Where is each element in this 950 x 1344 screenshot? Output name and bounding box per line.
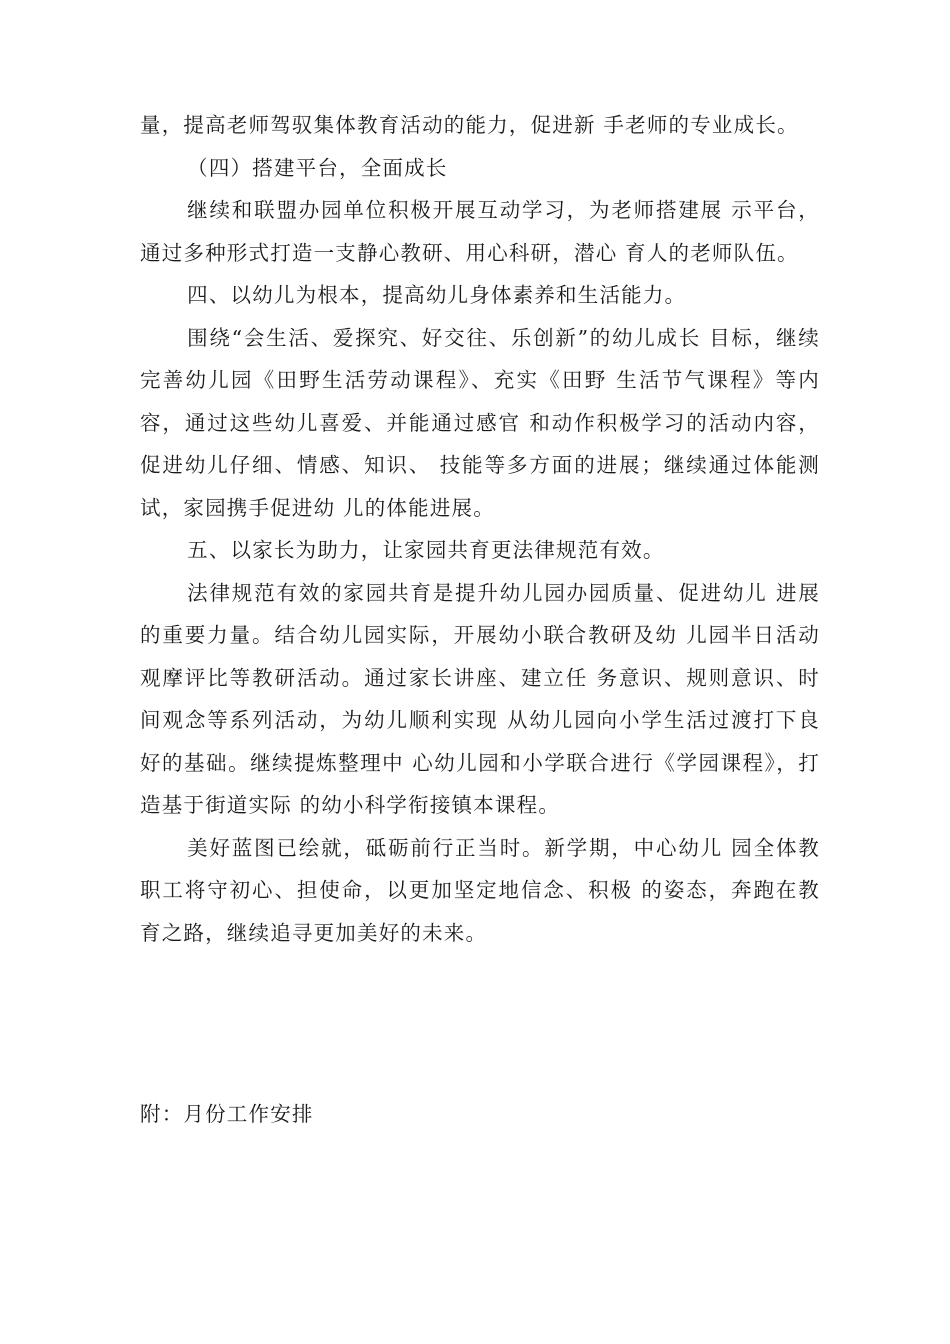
paragraph-children: 围绕“会生活、爱探究、好交往、乐创新”的幼儿成长 目标，继续完善幼儿园《田野生活劳动课程》、充实《田野 生活节气课程》等内容，通过这些幼儿喜爱、并能通过感官 和动作积极学习的活动内容，促进幼儿仔细、情感、知识、 技能等多方面的进展；继续通过体能测试，家园携手促进幼 儿的体能进展。 [140,325,820,520]
appendix-line: 附：月份工作安排 [140,1102,314,1126]
section-heading-parents: 五、以家长为助力，让家园共育更法律规范有效。 [187,538,665,562]
document-body [140,104,820,954]
paragraph-platform: 继续和联盟办园单位积极开展互动学习，为老师搭建展 示平台，通过多种形式打造一支静心教研、用心科研，潜心 育人的老师队伍。 [140,198,820,265]
section-heading-platform: （四）搭建平台，全面成长 [187,155,448,180]
paragraph-conclusion: 美好蓝图已绘就，砥砺前行正当时。新学期，中心幼儿 园全体教职工将守初心、担使命，以更加坚定地信念、积极 的姿态，奔跑在教育之路，继续追寻更加美好的未来。 [140,835,820,945]
section-heading-children: 四、以幼儿为根本，提高幼儿身体素养和生活能力。 [187,283,687,307]
paragraph-continuation: 量，提高老师驾驭集体教育活动的能力，促进新 手老师的专业成长。 [140,113,799,137]
paragraph-parents: 法律规范有效的家园共育是提升幼儿园办园质量、促进幼儿 进展的重要力量。结合幼儿园实际，开展幼小联合教研及幼 儿园半日活动观摩评比等教研活动。通过家长讲座、建立任 务意识、规则意识、时间观念等系列活动，为幼儿顺利实现 从幼儿园向小学生活过渡打下良好的基础。继续提炼整理中 心幼儿园和小学联合进行《学园课程》，打造基于街道实际 的幼小科学衔接镇本课程。 [140,580,820,817]
